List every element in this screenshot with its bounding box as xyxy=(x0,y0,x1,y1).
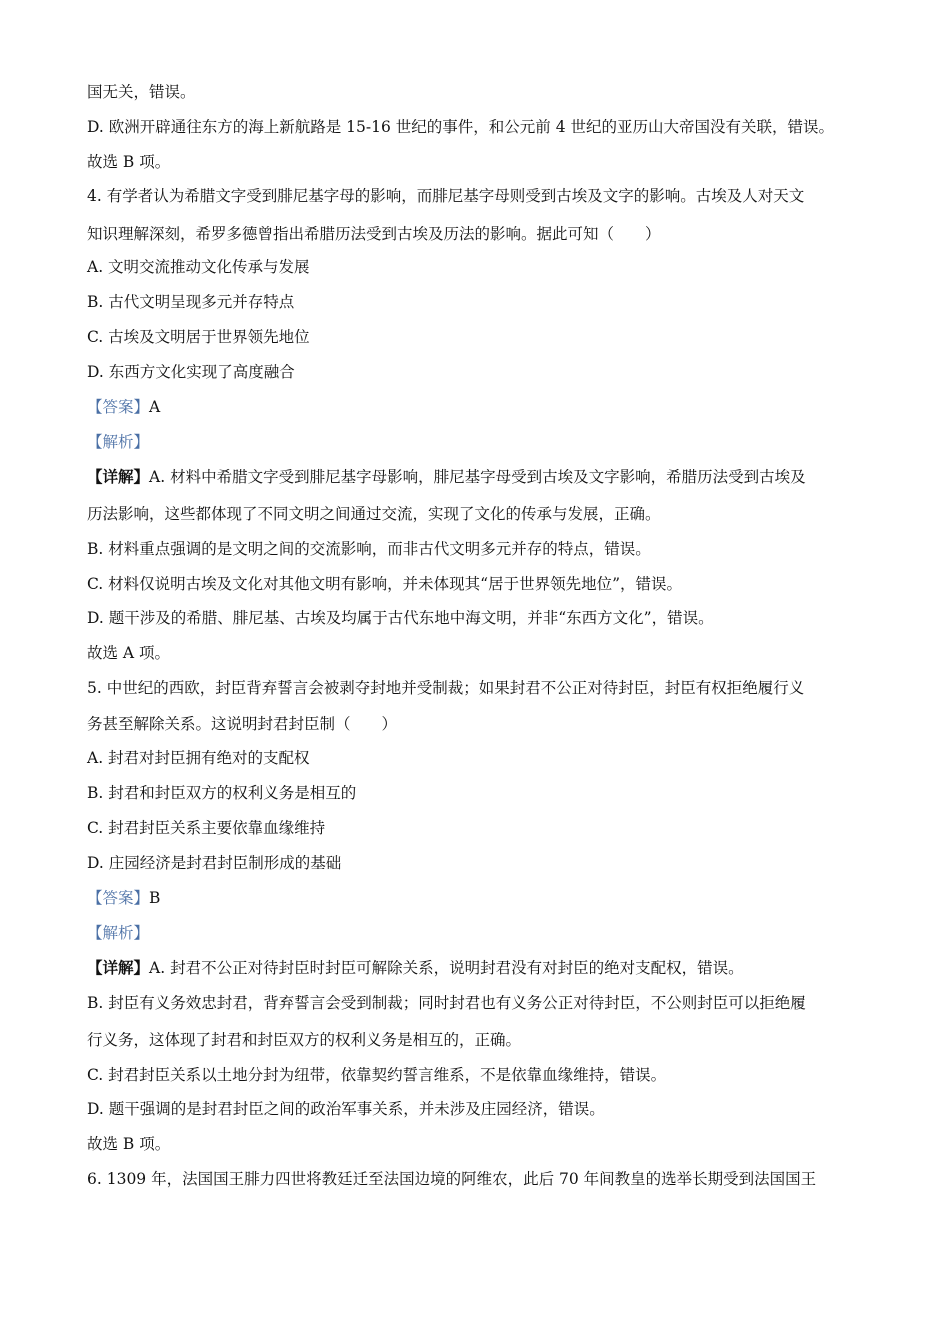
answer-line xyxy=(87,888,160,908)
answer-line xyxy=(87,397,160,417)
detail-text: A. 封君不公正对待封臣时封臣可解除关系，说明封君没有对封臣的绝对支配权，错误。 xyxy=(149,959,744,977)
answer-tag: 【答案】 xyxy=(87,398,150,416)
text-line: 历法影响，这些都体现了不同文明之间通过交流，实现了文化的传承与发展，正确。 xyxy=(87,505,661,523)
question-5-stem-cont: 务甚至解除关系。这说明封君封臣制（ ） xyxy=(87,715,398,733)
answer-value: A xyxy=(149,398,161,416)
detail-tag: 【详解】 xyxy=(87,958,150,977)
text-line: 行义务，这体现了封君和封臣双方的权利义务是相互的，正确。 xyxy=(87,1031,522,1049)
option-a: A. 封君对封臣拥有绝对的支配权 xyxy=(87,749,310,767)
option-c: C. 封君封臣关系主要依靠血缘维持 xyxy=(87,819,326,837)
question-5-stem: 5. 中世纪的西欧，封臣背弃誓言会被剥夺封地并受制裁；如果封君不公正对待封臣，封臣有权拒绝履行义 xyxy=(87,679,805,697)
option-d: D. 庄园经济是封君封臣制形成的基础 xyxy=(87,854,342,872)
text-line: C. 材料仅说明古埃及文化对其他文明有影响，并未体现其“居于世界领先地位”，错误。 xyxy=(87,575,683,593)
text-line: 故选 B 项。 xyxy=(87,153,171,171)
question-4-stem: 4. 有学者认为希腊文字受到腓尼基字母的影响，而腓尼基字母则受到古埃及文字的影响。古埃及人对天文 xyxy=(87,187,805,205)
text-line: B. 材料重点强调的是文明之间的交流影响，而非古代文明多元并存的特点，错误。 xyxy=(87,540,651,558)
analysis-tag: 【解析】 xyxy=(87,433,150,451)
option-b: B. 封君和封臣双方的权利义务是相互的 xyxy=(87,784,357,802)
text-line: D. 欧洲开辟通往东方的海上新航路是 15-16 世纪的事件，和公元前 4 世纪的亚历山大帝国没有关联，错误。 xyxy=(87,118,834,136)
answer-tag: 【答案】 xyxy=(87,889,150,907)
question-6-stem: 6. 1309 年，法国国王腓力四世将教廷迁至法国边境的阿维农，此后 70 年间教皇的选举长期受到法国国王 xyxy=(87,1170,817,1188)
detail-line xyxy=(87,467,806,487)
option-b: B. 古代文明呈现多元并存特点 xyxy=(87,293,295,311)
detail-text: A. 材料中希腊文字受到腓尼基字母影响，腓尼基字母受到古埃及文字影响，希腊历法受到古埃及 xyxy=(149,468,806,486)
detail-line xyxy=(87,958,744,978)
analysis-tag: 【解析】 xyxy=(87,924,150,942)
text-line: 故选 B 项。 xyxy=(87,1135,171,1153)
text-line: 故选 A 项。 xyxy=(87,644,171,662)
text-line: C. 封君封臣关系以土地分封为纽带，依靠契约誓言维系，不是依靠血缘维持，错误。 xyxy=(87,1066,667,1084)
text-line: D. 题干强调的是封君封臣之间的政治军事关系，并未涉及庄园经济，错误。 xyxy=(87,1100,605,1118)
question-4-stem-cont: 知识理解深刻，希罗多德曾指出希腊历法受到古埃及历法的影响。据此可知（ ） xyxy=(87,225,661,243)
detail-tag: 【详解】 xyxy=(87,467,150,486)
option-a: A. 文明交流推动文化传承与发展 xyxy=(87,258,310,276)
option-d: D. 东西方文化实现了高度融合 xyxy=(87,363,295,381)
answer-value: B xyxy=(149,889,161,907)
text-line: D. 题干涉及的希腊、腓尼基、古埃及均属于古代东地中海文明，并非“东西方文化”，错误。 xyxy=(87,609,714,627)
option-c: C. 古埃及文明居于世界领先地位 xyxy=(87,328,310,346)
text-line: B. 封臣有义务效忠封君，背弃誓言会受到制裁；同时封君也有义务公正对待封臣，不公则封臣可以拒绝履 xyxy=(87,994,806,1012)
text-line: 国无关，错误。 xyxy=(87,83,196,101)
